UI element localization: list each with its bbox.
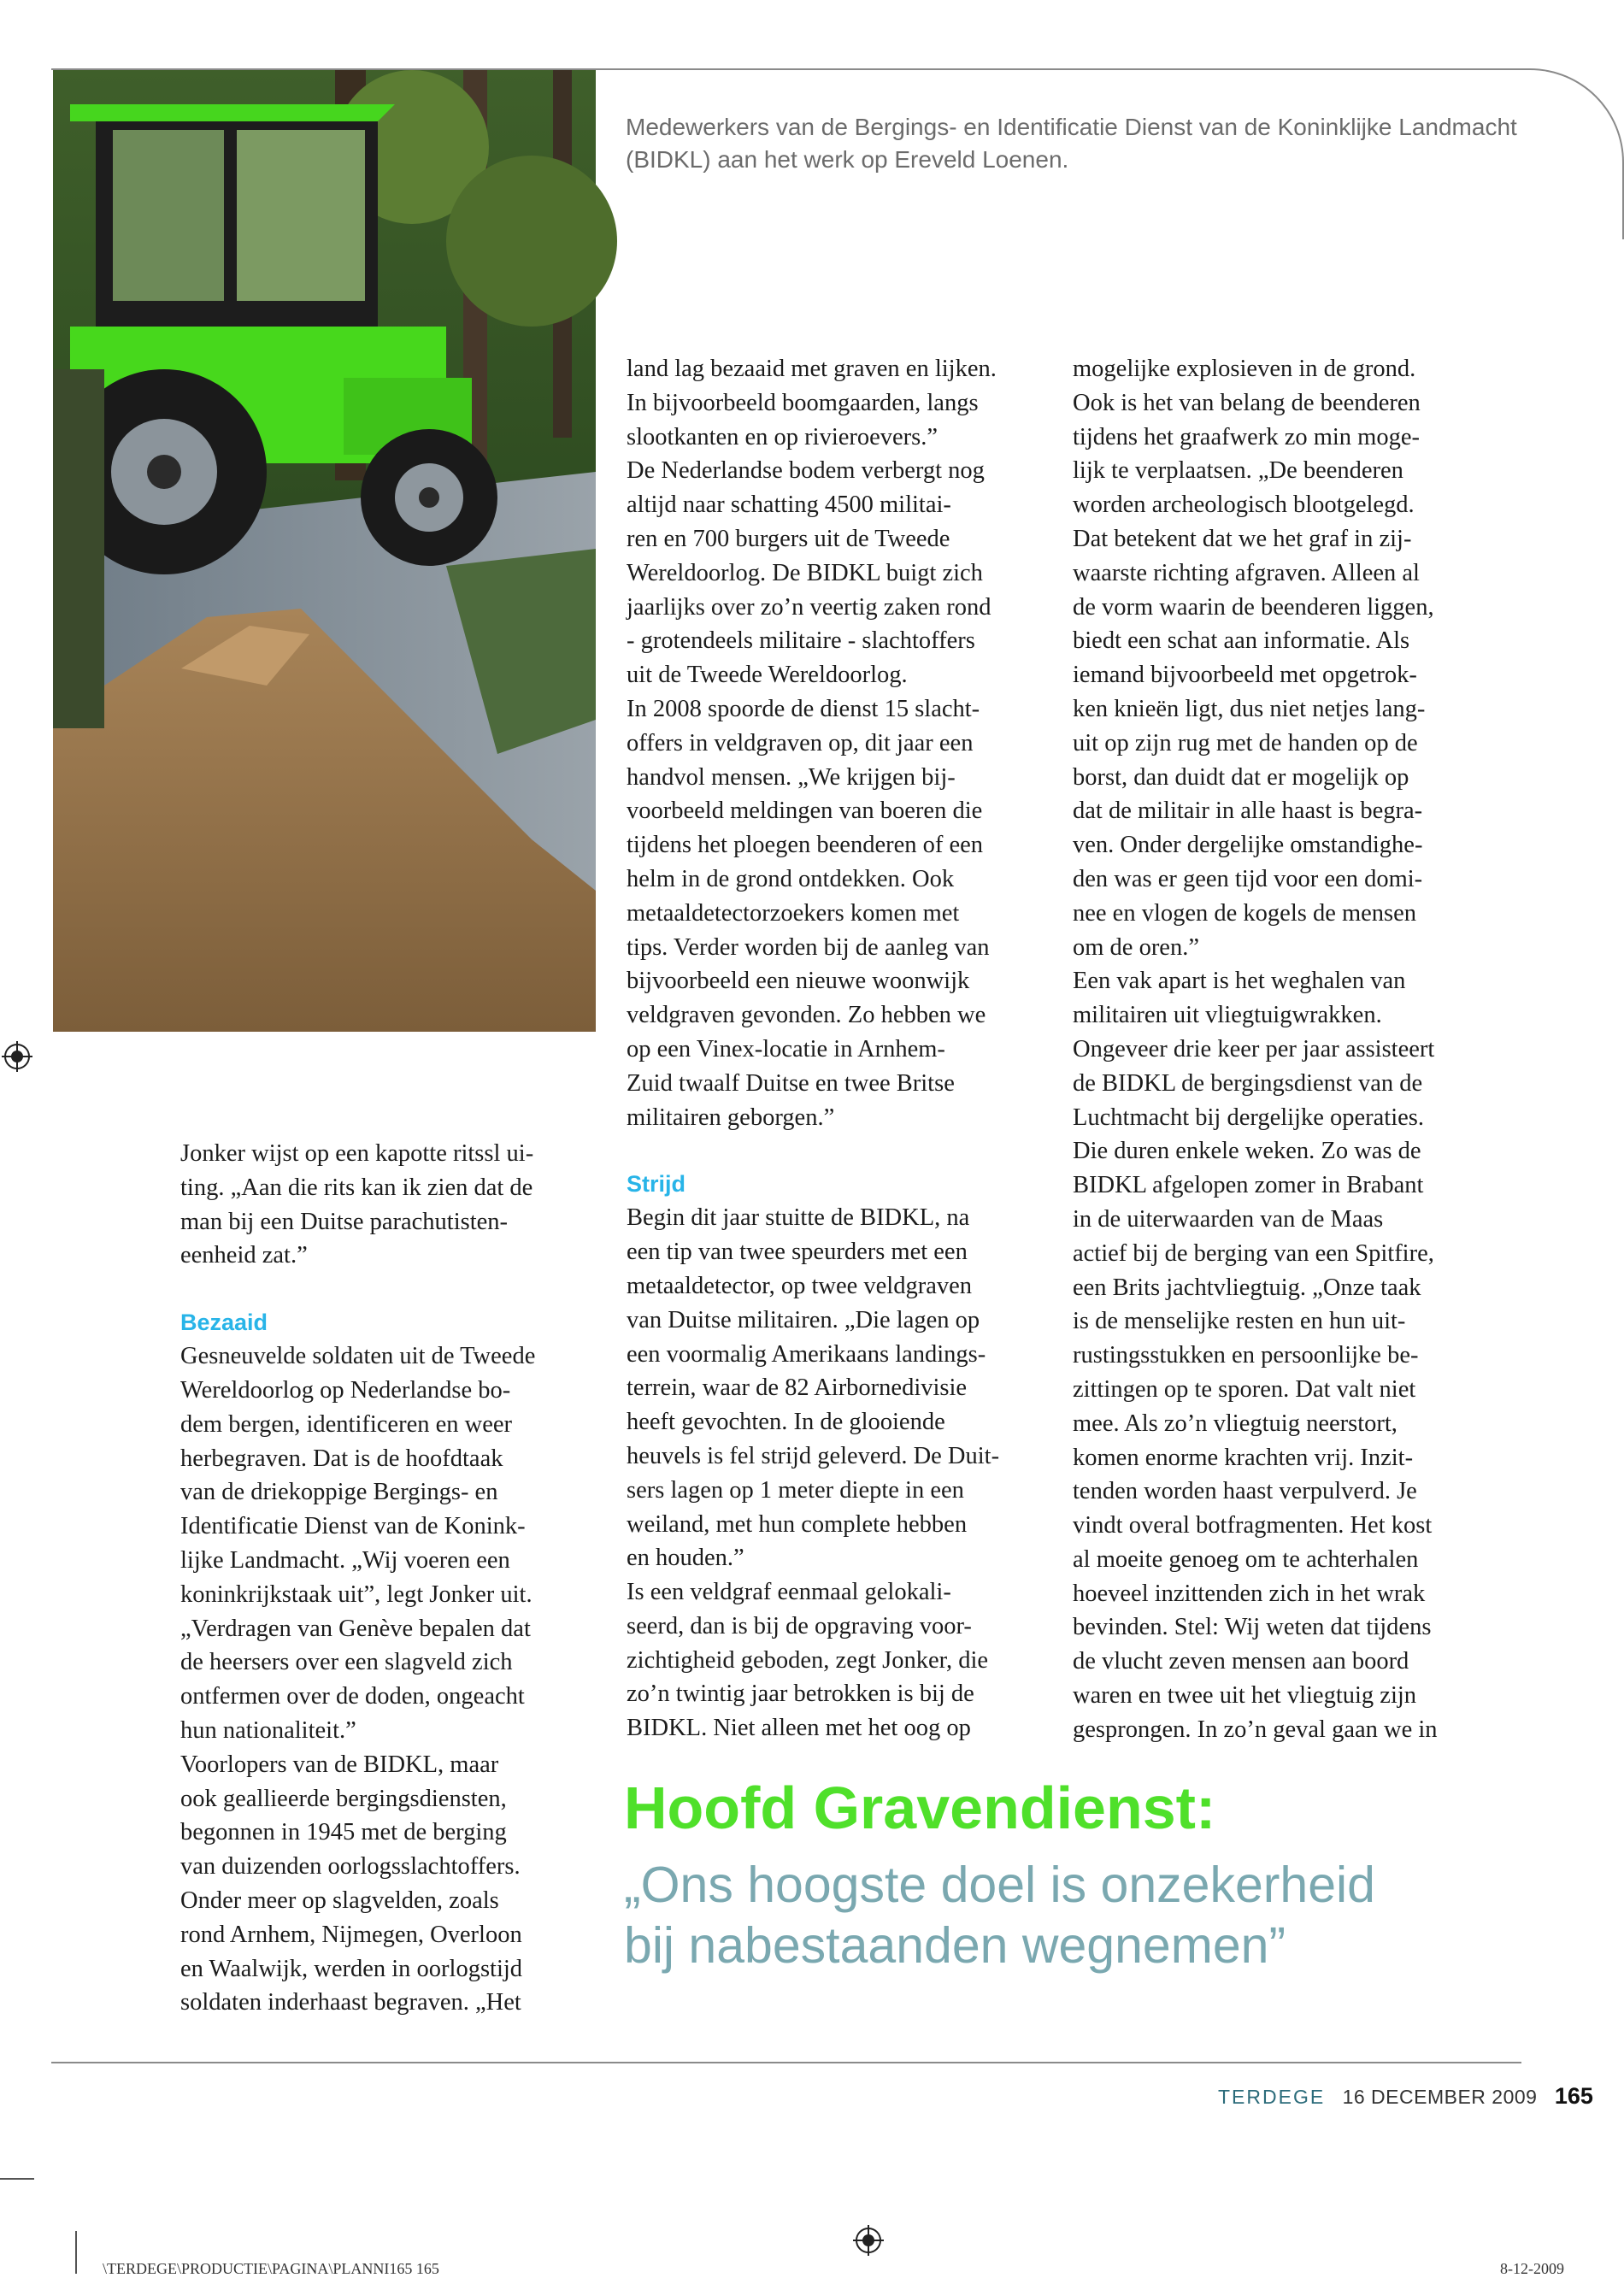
text-line: weiland, met hun complete hebben [627, 1510, 968, 1538]
registration-mark-icon [2, 1041, 32, 1072]
text-line: Is een veldgraf eenmaal gelokali- [627, 1579, 951, 1606]
text-line: slootkanten en op rivieroevers.” [627, 423, 939, 450]
text-line: herbegraven. Dat is de hoofdtaak [180, 1445, 503, 1472]
text-line: Die duren enkele weken. Zo was de [1073, 1138, 1421, 1165]
text-line: voorbeeld meldingen van boeren die [627, 798, 983, 825]
column-1-body [180, 1339, 591, 2020]
text-line: tenden worden haast verpulverd. Je [1073, 1478, 1417, 1505]
text-line: Voorlopers van de BIDKL, maar [180, 1751, 499, 1778]
text-line: In 2008 spoorde de dienst 15 slacht- [627, 695, 980, 722]
text-line: uit op zijn rug met de handen op de [1073, 729, 1418, 756]
text-line: tijdens het graafwerk zo min moge- [1073, 423, 1420, 450]
text-line: „Verdragen van Genève bepalen dat [180, 1615, 531, 1642]
text-line: al moeite genoeg om te achterhalen [1073, 1545, 1419, 1573]
text-line: BIDKL. Niet alleen met het oog op [627, 1715, 971, 1742]
text-line: dem bergen, identificeren en weer [180, 1410, 512, 1438]
article-column-3 [1073, 352, 1517, 1747]
text-line: Gesneuvelde soldaten uit de Tweede [180, 1343, 536, 1370]
text-line: vindt overal botfragmenten. Het kost [1073, 1512, 1433, 1539]
text-line: heeft gevochten. In de glooiende [627, 1409, 945, 1436]
page-footer [1218, 2083, 1593, 2110]
tractor-photo [53, 70, 596, 1032]
text-line: Begin dit jaar stuitte de BIDKL, na [627, 1204, 970, 1232]
text-line: militairen geborgen.” [627, 1104, 835, 1131]
text-line: helm in de grond ontdekken. Ook [627, 865, 955, 892]
text-line: iemand bijvoorbeeld met opgetrok- [1073, 662, 1417, 689]
pull-quote-line: „Ons hoogste doel is onzekerheid [624, 1857, 1375, 1913]
text-line: ook geallieerde bergingsdiensten, [180, 1785, 507, 1812]
text-line: - grotendeels militaire - slachtoffers [627, 627, 975, 655]
text-line: ken knieën ligt, dus niet netjes lang- [1073, 695, 1426, 722]
column-2-part-b [627, 1201, 1050, 1745]
text-line: ven. Onder dergelijke omstandighe- [1073, 832, 1423, 859]
text-line: de BIDKL de bergingsdienst van de [1073, 1069, 1423, 1097]
subheading-bezaaid: Bezaaid [180, 1310, 268, 1336]
text-line: metaaldetector, op twee veldgraven [627, 1272, 972, 1299]
text-line: hun nationaliteit.” [180, 1716, 356, 1744]
text-line: begonnen in 1945 met de berging [180, 1819, 507, 1846]
text-line: actief bij de berging van een Spitfire, [1073, 1239, 1434, 1267]
text-line: een tip van twee speurders met een [627, 1239, 968, 1266]
registration-mark-icon [853, 2225, 884, 2256]
article-column-1 [180, 1137, 591, 2020]
pull-quote [624, 1855, 1564, 1976]
text-line: In bijvoorbeeld boomgaarden, langs [627, 389, 979, 416]
headline: Hoofd Gravendienst: [624, 1775, 1216, 1841]
text-line: en houden.” [627, 1545, 744, 1572]
print-slug-path: \TERDEGE\PRODUCTIE\PAGINA\PLANNI165 165 [103, 2260, 439, 2277]
print-slug-date: 8-12-2009 [1500, 2260, 1564, 2277]
text-line: biedt een schat aan informatie. Als [1073, 627, 1410, 655]
text-line: lijke Landmacht. „Wij voeren een [180, 1546, 510, 1574]
text-line: van Duitse militairen. „Die lagen op [627, 1306, 980, 1333]
text-line: militairen uit vliegtuigwrakken. [1073, 1002, 1382, 1029]
text-line: zo’n twintig jaar betrokken is bij de [627, 1681, 974, 1708]
text-line: lijk te verplaatsen. „De beenderen [1073, 457, 1403, 485]
text-line: op een Vinex-locatie in Arnhem- [627, 1035, 945, 1062]
text-line: Jonker wijst op een kapotte ritssl ui- [180, 1140, 534, 1167]
text-line: Identificatie Dienst van de Konink- [180, 1513, 526, 1540]
text-line: om de oren.” [1073, 933, 1199, 961]
text-line: De Nederlandse bodem verbergt nog [627, 457, 985, 485]
text-line: zittingen op te sporen. Dat valt niet [1073, 1375, 1416, 1403]
text-line: terrein, waar de 82 Airbornedivisie [627, 1374, 968, 1402]
text-line: borst, dan duidt dat er mogelijk op [1073, 763, 1409, 791]
text-line: een voormalig Amerikaans landings- [627, 1340, 986, 1368]
text-line: in de uiterwaarden van de Maas [1073, 1205, 1384, 1233]
text-line: nee en vlogen de kogels de mensen [1073, 899, 1417, 927]
text-line: Onder meer op slagvelden, zoals [180, 1887, 499, 1914]
text-line: sers lagen op 1 meter diepte in een [627, 1476, 964, 1504]
text-line: komen enorme krachten vrij. Inzit- [1073, 1444, 1414, 1471]
text-line: ren en 700 burgers uit de Tweede [627, 525, 950, 552]
text-line: ting. „Aan die rits kan ik zien dat de [180, 1174, 533, 1201]
text-line: waren en twee uit het vliegtuig zijn [1073, 1682, 1417, 1710]
text-line: mee. Als zo’n vliegtuig neerstort, [1073, 1410, 1397, 1437]
text-line: den was er geen tijd voor een domi- [1073, 865, 1423, 892]
text-line: dat de militair in alle haast is begra- [1073, 798, 1423, 825]
article-column-2 [627, 352, 1050, 1745]
text-line: koninkrijkstaak uit”, legt Jonker uit. [180, 1580, 533, 1608]
text-line: bijvoorbeeld een nieuwe woonwijk [627, 968, 970, 995]
text-line: de vorm waarin de beenderen liggen, [1073, 593, 1434, 621]
text-line: en Waalwijk, werden in oorlogstijd [180, 1955, 523, 1982]
text-line: metaaldetectorzoekers komen met [627, 899, 960, 927]
text-line: Ook is het van belang de beenderen [1073, 389, 1421, 416]
text-line: gesprongen. In zo’n geval gaan we in [1073, 1716, 1438, 1743]
text-line: rustingsstukken en persoonlijke be- [1073, 1342, 1419, 1369]
issue-date: 16 DECEMBER 2009 [1342, 2086, 1538, 2108]
text-line: seerd, dan is bij de opgraving voor- [627, 1612, 972, 1639]
text-line: van duizenden oorlogsslachtoffers. [180, 1853, 521, 1881]
crop-mark [75, 2231, 77, 2274]
text-line: de vlucht zeven mensen aan boord [1073, 1648, 1409, 1675]
text-line: Een vak apart is het weghalen van [1073, 968, 1406, 995]
magazine-name: TERDEGE [1218, 2086, 1326, 2108]
text-line: mogelijke explosieven in de grond. [1073, 356, 1416, 382]
text-line: waarste richting afgraven. Alleen al [1073, 559, 1420, 586]
text-line: Ongeveer drie keer per jaar assisteert [1073, 1035, 1435, 1062]
text-line: altijd naar schatting 4500 militai- [627, 492, 951, 519]
text-line: Wereldoorlog op Nederlandse bo- [180, 1376, 511, 1404]
column-1-intro [180, 1137, 591, 1273]
text-line: heuvels is fel strijd geleverd. De Duit- [627, 1442, 1000, 1469]
photo-caption: Medewerkers van de Bergings- en Identificatie Dienst van de Koninklijke Landmacht (BIDKL) aan het werk op Ereveld Loenen. [626, 114, 1517, 173]
text-line: tijdens het ploegen beenderen of een [627, 832, 984, 859]
text-line: tips. Verder worden bij de aanleg van [627, 933, 990, 961]
text-line: de heersers over een slagveld zich [180, 1649, 513, 1676]
text-line: zichtigheid geboden, zegt Jonker, die [627, 1646, 989, 1674]
crop-mark [0, 2178, 34, 2180]
page-number: 165 [1554, 2083, 1593, 2109]
text-line: land lag bezaaid met graven en lijken. [627, 356, 997, 382]
text-line: bevinden. Stel: Wij weten dat tijdens [1073, 1614, 1432, 1641]
text-line: rond Arnhem, Nijmegen, Overloon [180, 1921, 522, 1948]
text-line: offers in veldgraven op, dit jaar een [627, 729, 974, 756]
subheading-strijd: Strijd [627, 1171, 686, 1198]
text-line: ontfermen over de doden, ongeacht [180, 1683, 525, 1710]
text-line: veldgraven gevonden. Zo hebben we [627, 1002, 986, 1029]
text-line: Zuid twaalf Duitse en twee Britse [627, 1069, 955, 1097]
text-line: handvol mensen. „We krijgen bij- [627, 763, 956, 791]
text-line: een Brits jachtvliegtuig. „Onze taak [1073, 1274, 1421, 1301]
text-line: is de menselijke resten en hun uit- [1073, 1308, 1406, 1335]
text-line: BIDKL afgelopen zomer in Brabant [1073, 1172, 1424, 1199]
text-line: van de driekoppige Bergings- en [180, 1479, 498, 1506]
text-line: eenheid zat.” [180, 1242, 308, 1269]
text-line: jaarlijks over zo’n veertig zaken rond [627, 593, 991, 621]
text-line: worden archeologisch blootgelegd. [1073, 492, 1415, 519]
text-line: Luchtmacht bij dergelijke operaties. [1073, 1104, 1424, 1131]
text-line: hoeveel inzittenden zich in het wrak [1073, 1580, 1426, 1607]
text-line: uit de Tweede Wereldoorlog. [627, 662, 908, 689]
text-line: Dat betekent dat we het graf in zij- [1073, 525, 1412, 552]
pull-quote-line: bij nabestaanden wegnemen” [624, 1917, 1286, 1974]
text-line: soldaten inderhaast begraven. „Het [180, 1989, 521, 2016]
column-2-part-a [627, 352, 1050, 1134]
page-frame-bottom-rule [51, 2062, 1521, 2063]
text-line: Wereldoorlog. De BIDKL buigt zich [627, 559, 983, 586]
text-line: man bij een Duitse parachutisten- [180, 1208, 509, 1235]
